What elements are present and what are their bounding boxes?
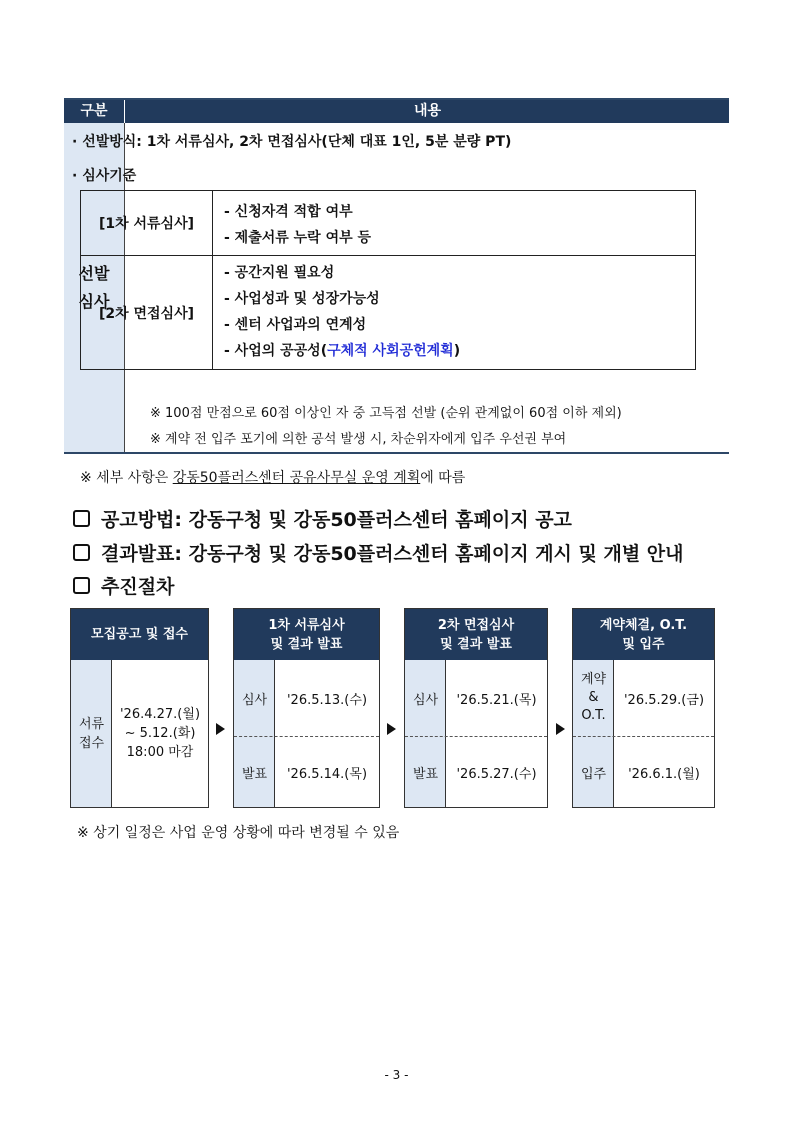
step-date: '26.5.27.(수) (456, 766, 537, 782)
step-date: '26.4.27.(월) ~ 5.12.(화) 18:00 마감 (119, 707, 201, 760)
table-header (64, 100, 729, 123)
detail-suffix: 에 따름 (420, 470, 466, 486)
step-label: 입주 (580, 766, 607, 782)
list-item: - 신청자격 적합 여부 (224, 204, 353, 220)
result-text: 결과발표: 강동구청 및 강동50플러스센터 홈페이지 게시 및 개별 안내 (101, 543, 684, 565)
step-label: 계약 & O.T. (580, 672, 607, 723)
step-title: 계약체결, O.T. 및 입주 (573, 609, 714, 660)
header-category: 구분 (64, 100, 125, 123)
highlight-text: 구체적 사회공헌계획 (327, 343, 454, 359)
criteria-box (80, 190, 696, 370)
list-item: - 사업성과 및 성장가능성 (224, 291, 380, 307)
list-item: - 공간지원 필요성 (224, 265, 335, 281)
list-item (224, 338, 460, 364)
step-title: 1차 서류심사 및 결과 발표 (234, 609, 379, 660)
announce-text: 공고방법: 강동구청 및 강동50플러스센터 홈페이지 공고 (101, 509, 572, 531)
step-label: 심사 (241, 692, 268, 708)
list-item: - 제출서류 누락 여부 등 (224, 230, 372, 246)
detail-reference: 강동50플러스센터 공유사무실 운영 계획 (172, 470, 421, 486)
stage1-label: [1차 서류심사] (81, 191, 213, 255)
stage2-row (81, 256, 695, 369)
checkbox-icon (73, 510, 90, 527)
header-content: 내용 (413, 103, 442, 119)
stage2-items (224, 260, 460, 364)
process-text: 추진절차 (101, 576, 175, 598)
step-label: 서류 접수 (78, 716, 105, 751)
checkbox-icon (73, 544, 90, 561)
schedule-footnote: ※ 상기 일정은 사업 운영 상황에 따라 변경될 수 있음 (77, 825, 400, 841)
step-document-review (233, 608, 380, 808)
announce-heading (73, 505, 572, 532)
stage1-row (81, 191, 695, 256)
item-suffix: ) (453, 343, 461, 359)
step-date: '26.6.1.(월) (628, 766, 700, 782)
result-heading (73, 539, 684, 566)
criteria-title: · 심사기준 (72, 168, 137, 184)
step-interview (404, 608, 548, 808)
list-item: - 센터 사업과의 연계성 (224, 317, 367, 333)
arrow-right-icon (556, 723, 565, 735)
score-note: ※ 100점 만점으로 60점 이상인 자 중 고득점 선발 (순위 관계없이 60점 이하 제외) (150, 406, 622, 421)
checkbox-icon (73, 577, 90, 594)
page-number: - 3 - (384, 1068, 409, 1082)
step-label: 발표 (241, 766, 268, 782)
step-date: '26.5.21.(목) (456, 692, 537, 708)
step-date: '26.5.14.(목) (286, 766, 368, 782)
stage1-items (224, 199, 371, 251)
arrow-right-icon (387, 723, 396, 735)
step-title: 모집공고 및 접수 (71, 609, 208, 660)
item-prefix: - 사업의 공공성( (224, 343, 328, 359)
step-recruitment (70, 608, 209, 808)
detail-note (80, 467, 465, 487)
step-date: '26.5.13.(수) (286, 692, 368, 708)
category-label: 선발 심사 (78, 263, 110, 311)
selection-method: · 선발방식: 1차 서류심사, 2차 면접심사(단체 대표 1인, 5분 분량 PT) (72, 134, 512, 150)
step-contract (572, 608, 715, 808)
step-title: 2차 면접심사 및 결과 발표 (405, 609, 547, 660)
arrow-right-icon (216, 723, 225, 735)
vacancy-note: ※ 계약 전 입주 포기에 의한 공석 발생 시, 차순위자에게 입주 우선권 부여 (150, 432, 567, 447)
process-heading (73, 572, 174, 599)
step-label: 발표 (412, 766, 439, 782)
detail-prefix: ※ 세부 사항은 (80, 470, 173, 486)
step-label: 심사 (412, 692, 439, 708)
step-date: '26.5.29.(금) (623, 692, 705, 708)
stage2-label: [2차 면접심사] (81, 256, 213, 369)
